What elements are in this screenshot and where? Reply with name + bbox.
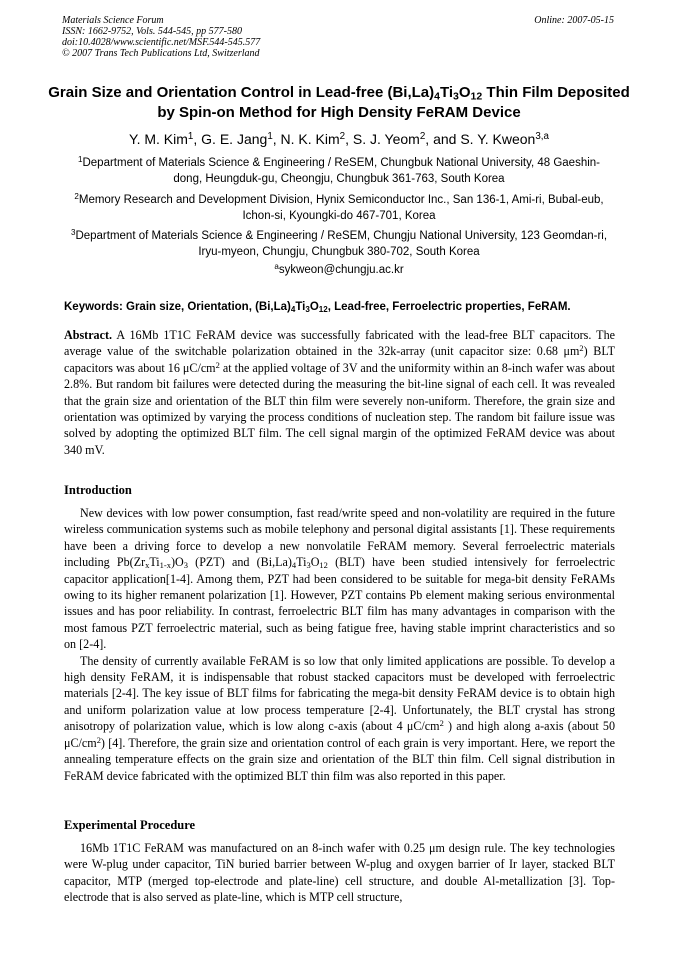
journal-header (62, 15, 260, 59)
paper-title: Grain Size and Orientation Control in Lead-free $(Bi,La)_4Ti_3O_{12}$ Thin Film Deposited by Spin-on Method for High Density FeRAM Device (48, 84, 630, 121)
experimental-heading: Experimental Procedure (64, 818, 196, 832)
issn: ISSN: 1662-9752, Vols. 544-545, pp 577-580 (62, 26, 242, 37)
paragraph: 16Mb 1T1C FeRAM was manufactured on an 8-inch wafer with 0.25 μm design rule. The key technologies were W-plug under capacitor, TiN buried barrier between W-plug and oxygen barrier of Ir layer, stacked BLT capacitor, MTP (merged top-electrode and plate-line) cell structure, and double Al-metallization [3]. Top-electrode that is also served as plate-line, which is MTP cell structure, (64, 841, 615, 905)
author: N. K. Kim (280, 131, 340, 147)
author-list: Y. M. Kim$^1$, G. E. Jang$^1$, N. K. Kim$^2$, S. J. Yeom$^2$, and S. Y. Kweon$^{3,a}$ (129, 131, 549, 147)
paragraph: The density of currently available FeRAM is so low that only limited applications are possible. To develop a high density FeRAM, it is indispensable that robust stacked capacitors must be developed with ferroelectric materials [2-4]. The key issue of BLT films for fabricating the mega-bit density FeRAM device is to obtain high and uniform polarization value at low process temperature [2-4]. Unfortunately, the BLT crystal has strong anisotropy of polarization value, which is low along c-axis (about 4 $\mu C/cm^2$ ) and high along a-axis (about 50 $\mu C/cm^2$) [4]. Therefore, the grain size and orientation control of each grain is very important. Here, we report the annealing temperature effects on the grain size and orientation of the BLT thin film. Cell signal distribution in FeRAM device fabricated with the optimized BLT thin film was also reported in this paper. (64, 653, 615, 783)
abstract-label: Abstract. (64, 328, 113, 342)
author: S. Y. Kweon (460, 131, 536, 147)
affiliation-3: $^3$Department of Materials Science & Engineering / ReSEM, Chungju National University, 123 Geomdan-ri, Iryu-myeon, Chungju, Chungbuk 380-702, South Korea (70, 227, 608, 258)
introduction-body (64, 505, 615, 784)
copyright: © 2007 Trans Tech Publications Ltd, Switzerland (62, 48, 260, 59)
email-link[interactable]: sykweon@chungju.ac.kr (278, 264, 404, 276)
author: S. J. Yeom (352, 131, 420, 147)
journal-name: Materials Science Forum (62, 15, 164, 26)
paragraph: New devices with low power consumption, fast read/write speed and non-volatility are required in the future wireless communication systems such as mobile telephony and personal digital assistants [1]. These requirements have been a driving force to develop a new nonvolatile FeRAM memory. Several ferroelectric materials including $Pb(Zr_xTi_{1-x})O_3$ (PZT) and $(Bi,La)_4Ti_3O_{12}$ (BLT) have been studied intensively for ferroelectric capacitor application[1-4]. Among them, PZT had been considered to be suitable for mega-bit density FeRAMs owing to its higher remanent polarization [1]. However, PZT contains Pb element making serious environmental issues and has poor reliability. In contrast, ferroelectric BLT film has many advantages in comparison with the most famous PZT ferroelectric material, such as being fatigue free, having stable imprint characteristics and so on [2-4]. (64, 506, 615, 652)
keywords: Keywords: Grain size, Orientation, $(Bi,La)_4Ti_3O_{12}$, Lead-free, Ferroelectric properties, FeRAM. (64, 301, 571, 314)
experimental-body (64, 840, 615, 906)
abstract: Abstract. A 16Mb 1T1C FeRAM device was successfully fabricated with the lead-free BLT capacitors. The average value of the switchable polarization obtained in the 32k-array (unit capacitor size: 0.68 $\mu m^2$) BLT capacitors was about 16 $\mu C/cm^2$ at the applied voltage of 3V and the uniformity within an 8-inch wafer was about 2.8%. But random bit failures were detected during the measuring the bit-line signal of each cell. It was revealed that the grain size and orientation of the BLT thin film were severely non-uniform. Therefore, the grain size and orientation was optimized by varying the process conditions of nucleation step. The random bit failure issue was solved by adopting the optimized BLT film. The cell signal margin of the optimized FeRAM device was about 340 mV. (64, 328, 615, 457)
author: Y. M. Kim (129, 131, 188, 147)
corresponding-email: $^a$sykweon@chungju.ac.kr (274, 261, 404, 276)
introduction-heading: Introduction (64, 483, 132, 497)
affiliation-1: $^1$Department of Materials Science & Engineering / ReSEM, Chungbuk National University, 48 Gaeshin-dong, Heungduk-gu, Cheongju, Chungbuk 361-763, South Korea (77, 154, 601, 185)
author: G. E. Jang (201, 131, 268, 147)
doi: doi:10.4028/www.scientific.net/MSF.544-545.577 (62, 37, 261, 48)
affiliation-2: $^2$Memory Research and Development Division, Hynix Semiconductor Inc., San 136-1, Ami-ri, Bubal-eub, Ichon-si, Kyoungki-do 467-701, Korea (74, 191, 604, 222)
online-date: Online: 2007-05-15 (534, 15, 614, 26)
